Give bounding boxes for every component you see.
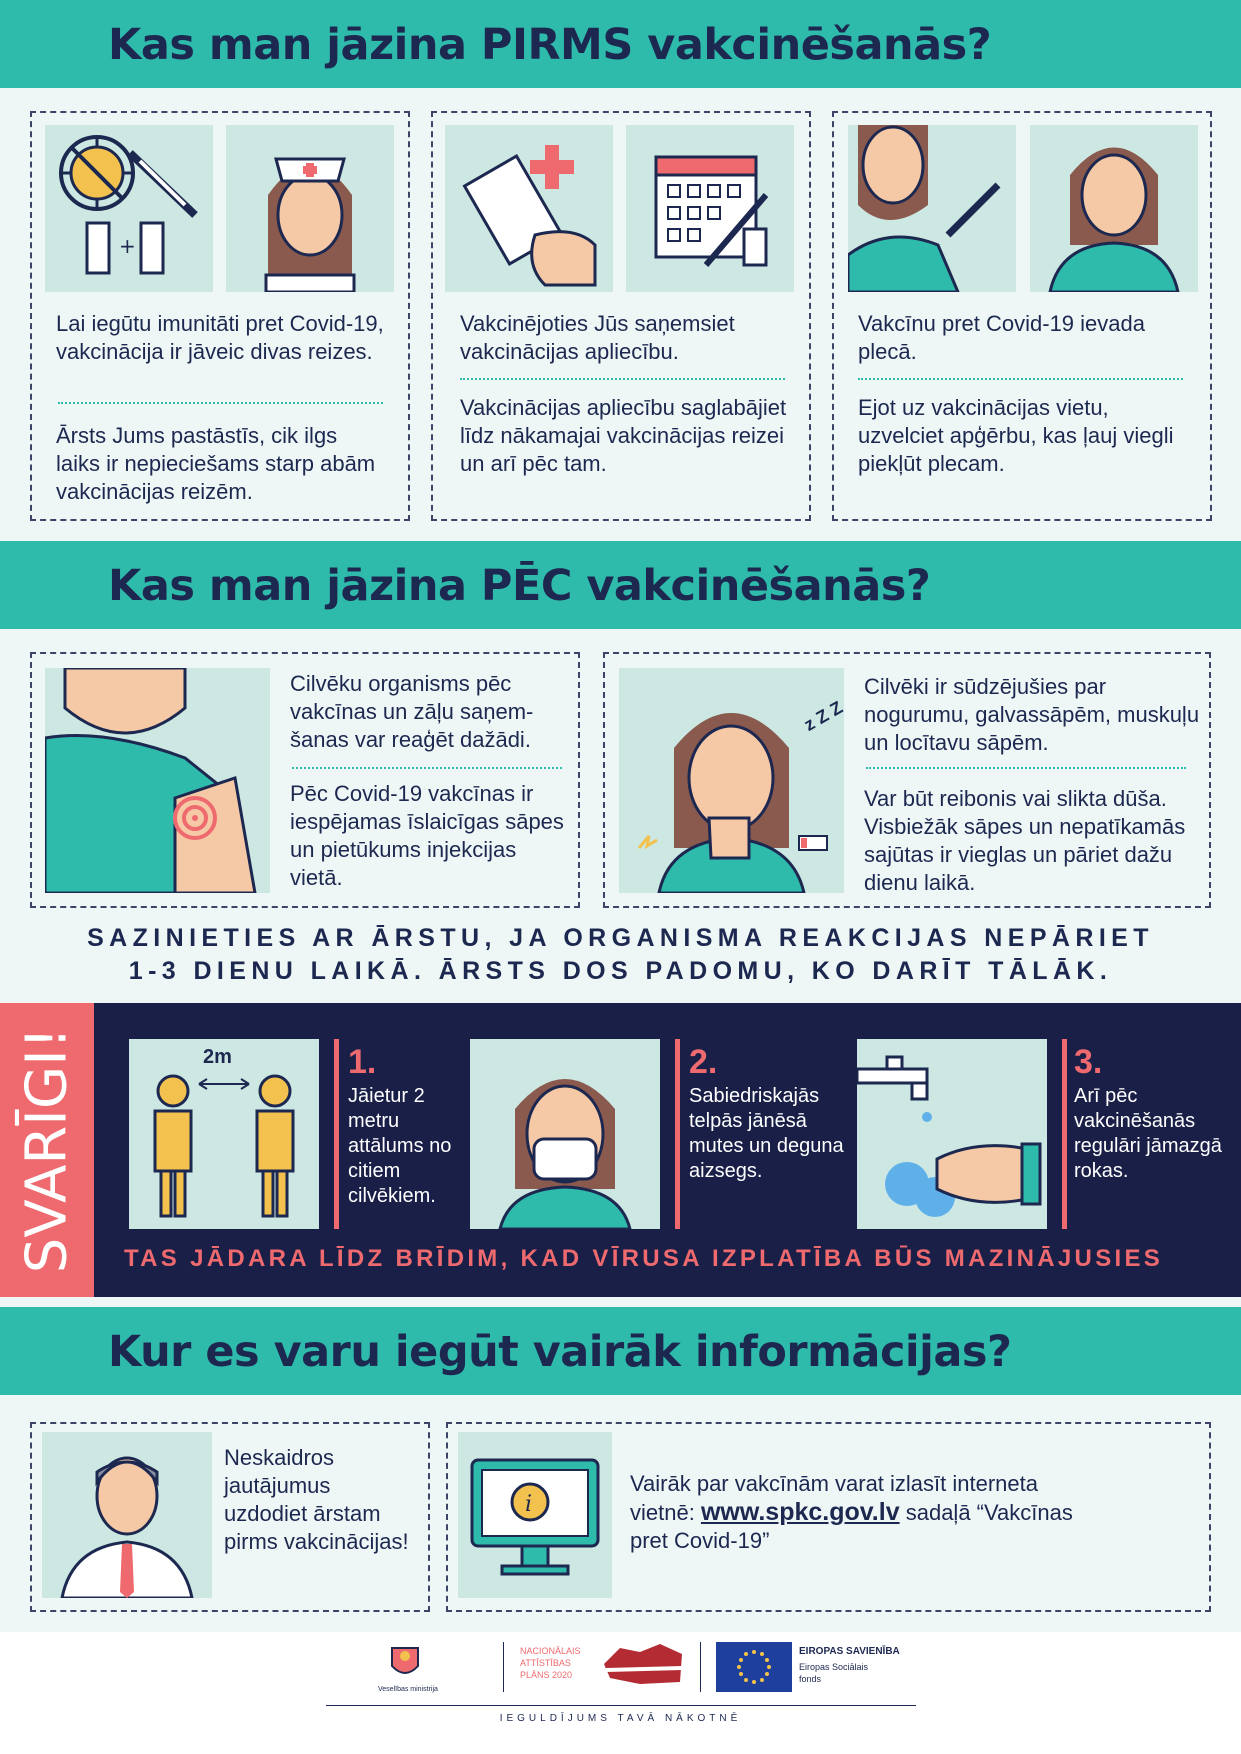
section-title-after: Kas man jāzina PĒC vakcinēšanās?: [108, 561, 931, 611]
ministry-name: Veselības ministrija: [378, 1686, 438, 1693]
info-card-web-text: [630, 1470, 1100, 1555]
mask-illustration: [470, 1039, 660, 1229]
divider: [503, 1642, 504, 1692]
eu-line-2: Eiropas Sociālais: [799, 1662, 869, 1672]
nap-line-2: ATTĪSTĪBAS: [520, 1658, 571, 1668]
tired-woman-illustration: [619, 668, 847, 893]
before-card-3-text-2: Ejot uz vakcinācijas vietu, uzvelciet apģērbu, kas ļauj viegli piekļūt plecam.: [858, 395, 1174, 476]
divider: [460, 378, 785, 380]
item-2-text: Sabiedriskajās telpās jānēsā mutes un deguna aizsegs.: [689, 1085, 844, 1182]
doctor-notice-line-2: 1-3 DIENU LAIKĀ. ĀRSTS DOS PADOMU, KO DARĪT TĀLĀK.: [128, 957, 1113, 985]
divider: [866, 767, 1186, 769]
calendar-illustration: [626, 125, 794, 292]
after-card-2-text-1: Cilvēki ir sūdzējušies par nogurumu, galvassāpēm, muskuļu un locītavu sāpēm.: [864, 674, 1200, 755]
after-card-1-text-2: Pēc Covid-19 vakcīnas ir iespējamas īslaicīgas sāpes un pietūkums injekcijas vietā.: [290, 781, 564, 890]
nap-line-1: NACIONĀLAIS: [520, 1646, 581, 1656]
footer: [0, 1632, 1241, 1754]
footer-slogan: IEGULDĪJUMS TAVĀ NĀKOTNĒ: [499, 1713, 742, 1724]
spkc-link[interactable]: www.spkc.gov.lv: [700, 1498, 900, 1526]
eu-line-1: EIROPAS SAVIENĪBA: [799, 1646, 900, 1657]
after-card-1-text-1: Cilvēku organisms pēc vakcīnas un zāļu saņem-šanas var reaģēt dažādi.: [290, 671, 534, 752]
divider: [700, 1642, 701, 1692]
divider: [334, 1039, 339, 1229]
doctor-illustration: [42, 1432, 212, 1598]
nap-line-3: PLĀNS 2020: [520, 1670, 573, 1680]
certificate-illustration: [445, 125, 613, 292]
before-card-2-text-1: Vakcinējoties Jūs saņemsiet vakcinācijas apliecību.: [460, 311, 735, 364]
header-band-after: [0, 541, 1241, 629]
divider: [675, 1039, 680, 1229]
eu-line-3: fonds: [799, 1674, 822, 1684]
header-band-info: [0, 1307, 1241, 1395]
divider: [858, 378, 1183, 380]
divider: [1062, 1039, 1067, 1229]
divider: [58, 402, 383, 404]
info-card-web-text-before: Vairāk par vakcīnām varat izlasīt interneta vietnē:: [630, 1471, 1038, 1525]
virus-vaccine-illustration: [45, 125, 213, 292]
item-3-number: 3.: [1074, 1043, 1103, 1081]
computer-info-illustration: [458, 1432, 612, 1598]
item-1-number: 1.: [348, 1043, 377, 1081]
important-footer-text: TAS JĀDARA LĪDZ BRĪDIM, KAD VĪRUSA IZPLATĪBA BŪS MAZINĀJUSIES: [124, 1245, 1164, 1272]
section-title-before: Kas man jāzina PIRMS vakcinēšanās?: [108, 20, 992, 70]
coat-of-arms-icon: [386, 1642, 424, 1682]
section-title-info: Kur es varu iegūt vairāk informācijas?: [108, 1327, 1012, 1377]
divider: [326, 1705, 916, 1706]
nurse-illustration: [226, 125, 394, 292]
eu-flag-icon: [716, 1642, 792, 1692]
svg-text:+: +: [119, 234, 136, 258]
important-label-panel: [0, 1003, 94, 1297]
before-card-3-text-1: Vakcīnu pret Covid-19 ievada plecā.: [858, 311, 1145, 364]
info-card-web-text-after: sadaļā “Vakcīnas pret Covid-19”: [630, 1500, 1073, 1553]
divider: [292, 767, 562, 769]
sleep-zzz-icon: z Z Z: [800, 697, 847, 735]
important-label: SVARĪGI!: [14, 1026, 80, 1274]
sore-arm-illustration: [45, 668, 270, 893]
shoulder-injection-illustration: [848, 125, 1016, 292]
before-card-2-text-2: Vakcinācijas apliecību saglabājiet līdz nākamajai vakcinācijas reizei un arī pēc tam.: [460, 395, 787, 476]
woman-portrait-illustration: [1030, 125, 1198, 292]
distance-label: 2m: [203, 1046, 232, 1068]
before-card-1-text-2: Ārsts Jums pastāstīs, cik ilgs laiks ir nepieciešams starp abām vakcinācijas reizēm.: [56, 423, 376, 504]
handwash-illustration: [857, 1039, 1047, 1229]
info-card-doctor-text: Neskaidros jautājumus uzdodiet ārstam pirms vakcinācijas!: [224, 1445, 409, 1554]
doctor-notice-line-1: SAZINIETIES AR ĀRSTU, JA ORGANISMA REAKCIJAS NEPĀRIET: [87, 924, 1154, 952]
item-2-number: 2.: [689, 1043, 718, 1081]
before-card-1-text-1: Lai iegūtu imunitāti pret Covid-19, vakcinācija ir jāveic divas reizes.: [56, 311, 384, 364]
after-card-2-text-2: Var būt reibonis vai slikta dūša. Visbiežāk sāpes un nepatīkamās sajūtas ir vieglas un pāriet dažu dienu laikā.: [864, 786, 1186, 895]
header-band-before: [0, 0, 1241, 88]
item-3-text: Arī pēc vakcinēšanās regulāri jāmazgā rokas.: [1074, 1085, 1222, 1182]
latvia-map-icon: [600, 1642, 686, 1686]
svg-text:i: i: [525, 1492, 533, 1517]
item-1-text: Jāietur 2 metru attālums no citiem cilvēkiem.: [348, 1085, 452, 1207]
